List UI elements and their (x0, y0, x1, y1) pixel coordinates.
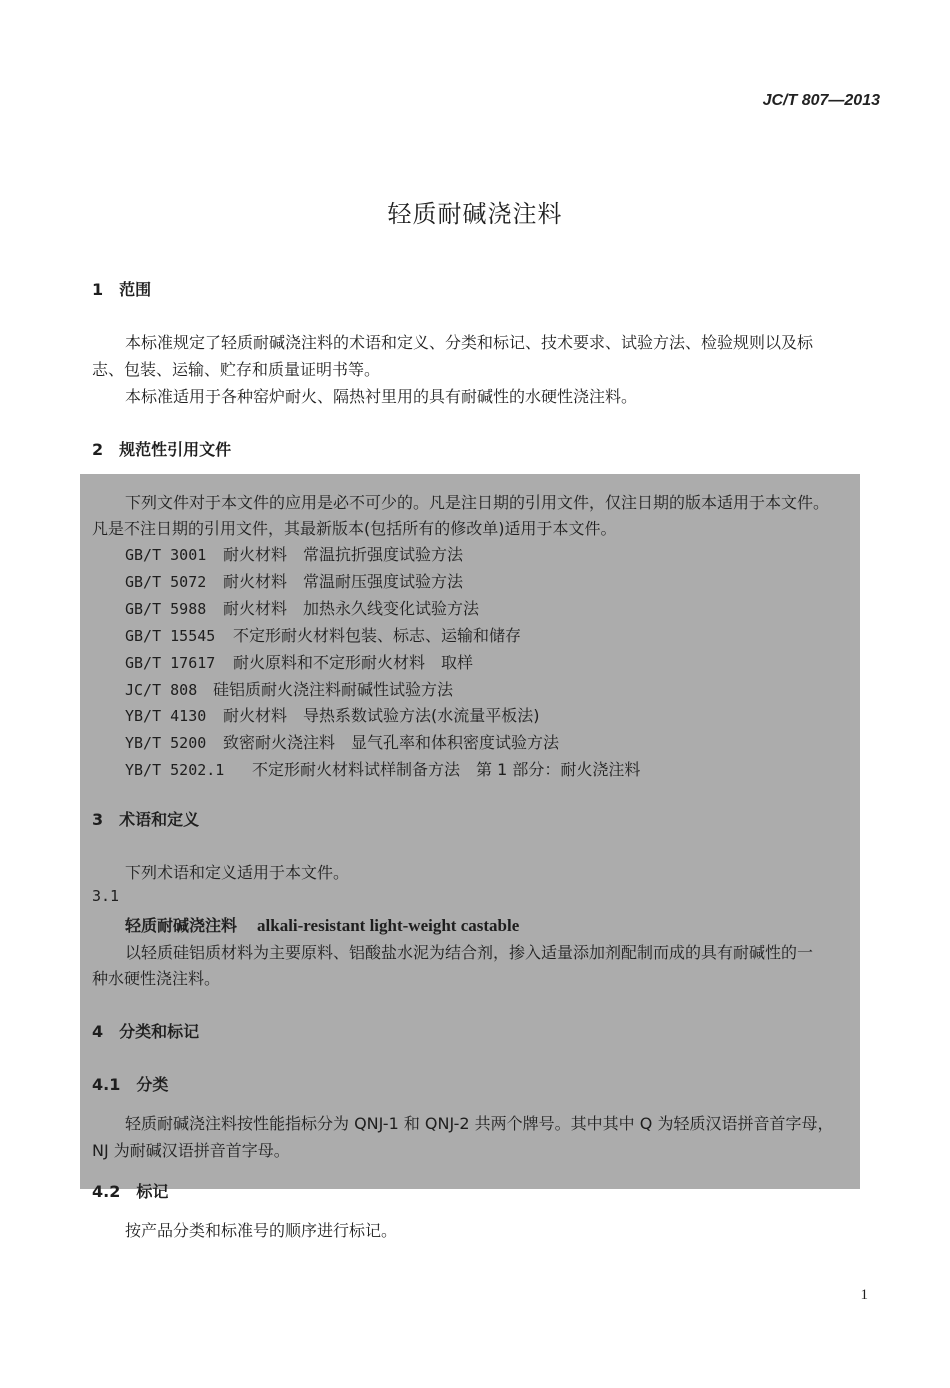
reference-item (125, 623, 521, 646)
section-2-heading: 2 规范性引用文件 (92, 440, 232, 459)
reference-code: JC/T 808 (125, 681, 198, 699)
term-entry (125, 913, 519, 936)
reference-item (125, 730, 559, 753)
section-1-heading: 1 范围 (92, 280, 152, 299)
reference-item (125, 757, 640, 780)
page-number: 1 (860, 1287, 868, 1303)
clause-4-2-heading: 4.2 标记 (92, 1182, 169, 1201)
scope-paragraph-2: 本标准适用于各种窑炉耐火、隔热衬里用的具有耐碱性的水硬性浇注料。 (125, 387, 638, 406)
term-chinese: 轻质耐碱浇注料 (125, 916, 238, 935)
reference-title: 耐火原料和不定形耐火材料 取样 (233, 653, 474, 672)
term-definition-line-1: 以轻质硅铝质材料为主要原料、铝酸盐水泥为结合剂，掺入适量添加剂配制而成的具有耐碱性的一 (125, 943, 814, 962)
terms-intro: 下列术语和定义适用于本文件。 (125, 863, 350, 882)
reference-item (125, 596, 479, 619)
references-intro-line-2: 凡是不注日期的引用文件，其最新版本(包括所有的修改单)适用于本文件。 (92, 519, 617, 538)
reference-item (125, 703, 540, 726)
clause-number-3-1: 3.1 (92, 887, 120, 905)
classification-line-1: 轻质耐碱浇注料按性能指标分为 QNJ-1 和 QNJ-2 共两个牌号。其中其中 Q 为轻质汉语拼音首字母， (125, 1114, 834, 1133)
reference-code: GB/T 5988 (125, 600, 207, 618)
reference-item (125, 569, 463, 592)
clause-4-1-heading: 4.1 分类 (92, 1075, 169, 1094)
reference-code: GB/T 15545 (125, 627, 216, 645)
reference-title: 耐火材料 常温抗折强度试验方法 (223, 545, 464, 564)
reference-item (125, 677, 453, 700)
reference-code: GB/T 3001 (125, 546, 207, 564)
references-intro-line-1: 下列文件对于本文件的应用是必不可少的。凡是注日期的引用文件，仅注日期的版本适用于本文件。 (125, 493, 830, 512)
reference-code: YB/T 5200 (125, 734, 207, 752)
reference-code: YB/T 5202.1 (125, 761, 225, 779)
scope-paragraph-1-line-1: 本标准规定了轻质耐碱浇注料的术语和定义、分类和标记、技术要求、试验方法、检验规则以及标 (125, 333, 814, 352)
section-3-heading: 3 术语和定义 (92, 810, 200, 829)
term-definition-line-2: 种水硬性浇注料。 (92, 969, 221, 988)
reference-title: 致密耐火浇注料 显气孔率和体积密度试验方法 (223, 733, 560, 752)
term-english: alkali-resistant light-weight castable (257, 916, 520, 935)
reference-item (125, 542, 463, 565)
reference-title: 不定形耐火材料包装、标志、运输和储存 (233, 626, 522, 645)
reference-title: 硅铝质耐火浇注料耐碱性试验方法 (213, 680, 454, 699)
reference-code: GB/T 17617 (125, 654, 216, 672)
reference-title: 不定形耐火材料试样制备方法 第 1 部分：耐火浇注料 (252, 760, 641, 779)
document-title: 轻质耐碱浇注料 (387, 200, 563, 228)
reference-item (125, 650, 473, 673)
reference-code: YB/T 4130 (125, 707, 207, 725)
classification-line-2: NJ 为耐碱汉语拼音首字母。 (92, 1141, 290, 1160)
reference-title: 耐火材料 常温耐压强度试验方法 (223, 572, 464, 591)
reference-title: 耐火材料 加热永久线变化试验方法 (223, 599, 480, 618)
reference-title: 耐火材料 导热系数试验方法(水流量平板法) (223, 706, 540, 725)
reference-code: GB/T 5072 (125, 573, 207, 591)
scope-paragraph-1-line-2: 志、包装、运输、贮存和质量证明书等。 (92, 360, 381, 379)
section-4-heading: 4 分类和标记 (92, 1022, 200, 1041)
standard-number: JC/T 807—2013 (762, 92, 880, 109)
marking-paragraph: 按产品分类和标准号的顺序进行标记。 (125, 1221, 398, 1240)
